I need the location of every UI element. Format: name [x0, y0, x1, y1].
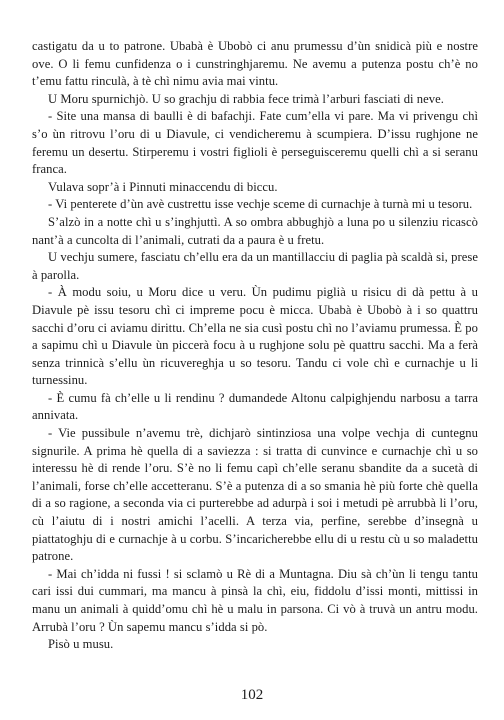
paragraph: Vulava sopr’à i Pinnuti minaccendu di biccu.: [48, 179, 278, 194]
paragraph: - Vie pussibule n’avemu trè, dichjarò sintinziosa una volpe vechja di cuntegnu signurile. A prima hè quella di a saviezza : si tratta di cunvince e curnachje chì u so interessu hè di rende l’oru. S’è no li femu capì ch’elle seranu sbandite da a sucetà di l’animali, forse ch’elle accetteranu. S’è a putenza di a so smania hè più forte chè quella di a so ragione, a seconda via ci purterebbe ad adurpà i soi i metudi pè arrubbà li l’oru, cù l’aiutu di i nostri amichi l’acelli. A terza via, perfine, serebbe d’insegnà u piattatoghju di e curnachje à u corbu. S’incaricherebbe ellu di u restu cù u so maladettu patrone.: [32, 426, 478, 564]
paragraph: - Vi penterete d’ùn avè custrettu isse vechje sceme di curnachje à turnà mi u tesoru.: [48, 197, 473, 212]
paragraph: - Mai ch’idda ni fussi ! si sclamò u Rè di a Muntagna. Diu sà ch’ùn li tengu tantu cari issi dui cummari, ma mancu à pinsà la chì, eiu, fiddolu d’issi monti, mittissi in manu un animali à quidd’omu chì hè u malu in parsona. Ci vò à truvà un antru modu. Arrubà l’oru ? Ùn sapemu mancu s’idda si pò.: [32, 566, 478, 634]
body-text: [32, 38, 478, 654]
paragraph: - Site una mansa di baulli è di bafachji. Fate cum’ella vi pare. Ma vi privengu chì s’o ùn ritrovu l’oru di u Diavule, ci vendicheremu à scumpiera. D’issu rughjone ne feremu un desertu. Stirperemu i vostri figlioli è perseguisceremu quelli chì a si seranu franca.: [32, 109, 478, 177]
paragraph: U vechju sumere, fasciatu ch’ellu era da un mantillacciu di paglia pà scaldà si, prese à parolla.: [32, 250, 478, 282]
paragraph: - À modu soiu, u Moru dice u veru. Ùn pudimu piglià u risicu di dà pettu à u Diavule pè issu tesoru chì ci impreme pocu è micca. Ubabà è Ubobò à i so quattru sacchi d’oru ci aviamu dirittu. Ch’ella ne sia cusì postu chì no l’aviamu prumessa. È po a sapimu chì u Diavule ùn piccerà focu à u rughjone solu pè quattru sacchi. Ma a ferà senza trinnicà s’ellu ùn ricuvereghja u so tesoru. Tandu ci vole chì e curnachje u li turnessinu.: [32, 285, 478, 388]
page-number: 102: [240, 687, 264, 703]
paragraph: Pisò u musu.: [48, 637, 114, 652]
paragraph: castigatu da u to patrone. Ubabà è Ubobò ci anu prumessu d’ùn snidicà più e nostre ove. O li femu cunfidenza o i cunstringhjaremu. Ne avemu a putenza postu ch’è no t’emu fattu rinculà, à tè chì nimu avia mai vintu.: [32, 39, 478, 89]
paragraph: S’alzò in a notte chì u s’inghjuttì. A so ombra abbughjò a luna po u silenziu ricascò nant’à a cuncolta di l’animali, cutrati da a paura è u fretu.: [32, 214, 478, 247]
paragraph: - È cumu fà ch’elle u li rendinu ? dumandede Altonu calpighjendu narbosu a tarra annivata.: [32, 390, 478, 423]
paragraph: U Moru spurnichjò. U so grachju di rabbia fece trimà l’arburi fasciati di neve.: [48, 91, 444, 106]
